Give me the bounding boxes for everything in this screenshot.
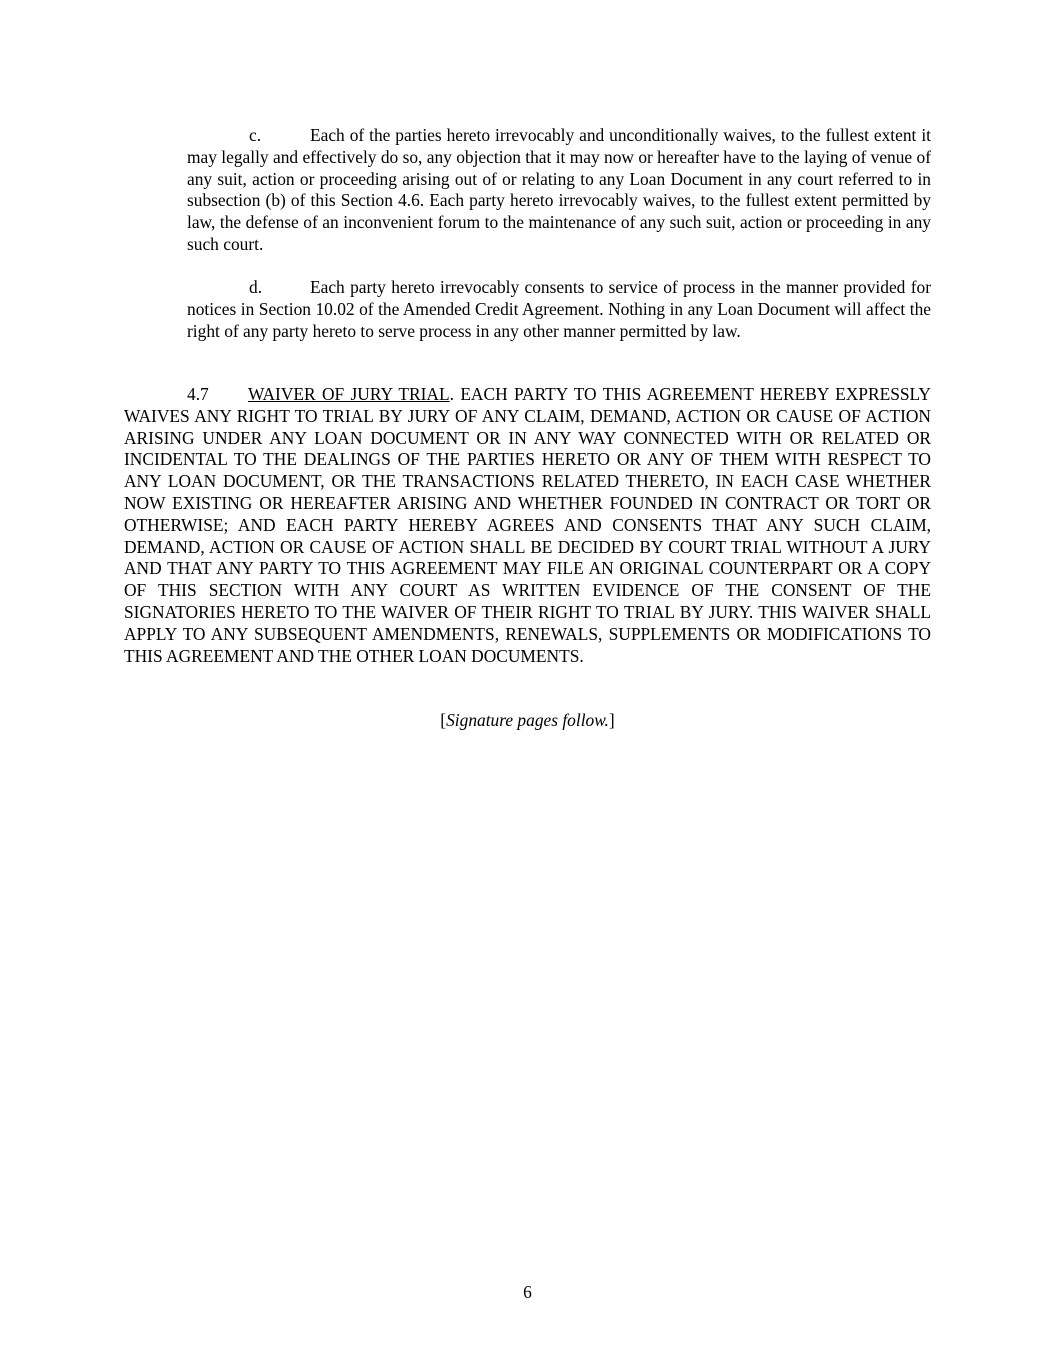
- paragraph-d-text: Each party hereto irrevocably consents to service of process in the manner provided for notices in Section 10.02 of the Amended Credit Agreement. Nothing in any Loan Document will affect the right of any party hereto to serve process in any other manner permitted by law.: [187, 277, 931, 341]
- section-4-7-number: 4.7: [187, 384, 209, 404]
- section-4-7-heading-punct: .: [449, 384, 454, 404]
- paragraph-c-marker: c.: [249, 125, 262, 145]
- section-4-7-text: EACH PARTY TO THIS AGREEMENT HEREBY EXPRESSLY WAIVES ANY RIGHT TO TRIAL BY JURY OF ANY CLAIM, DEMAND, ACTION OR CAUSE OF ACTION ARISING UNDER ANY LOAN DOCUMENT OR IN ANY WAY CONNECTED WITH OR RELATED OR INCIDENTAL TO THE DEALINGS OF THE PARTIES HERETO OR ANY OF THEM WITH RESPECT TO ANY LOAN DOCUMENT, OR THE TRANSACTIONS RELATED THERETO, IN EACH CASE WHETHER NOW EXISTING OR HEREAFTER ARISING AND WHETHER FOUNDED IN CONTRACT OR TORT OR OTHERWISE; AND EACH PARTY HEREBY AGREES AND CONSENTS THAT ANY SUCH CLAIM, DEMAND, ACTION OR CAUSE OF ACTION SHALL BE DECIDED BY COURT TRIAL WITHOUT A JURY AND THAT ANY PARTY TO THIS AGREEMENT MAY FILE AN ORIGINAL COUNTERPART OR A COPY OF THIS SECTION WITH ANY COURT AS WRITTEN EVIDENCE OF THE CONSENT OF THE SIGNATORIES HERETO TO THE WAIVER OF THEIR RIGHT TO TRIAL BY JURY. THIS WAIVER SHALL APPLY TO ANY SUBSEQUENT AMENDMENTS, RENEWALS, SUPPLEMENTS OR MODIFICATIONS TO THIS AGREEMENT AND THE OTHER LOAN DOCUMENTS.: [124, 384, 931, 666]
- signature-note: [0, 710, 1055, 732]
- signature-note-close: ]: [608, 710, 615, 730]
- section-4-7: [124, 384, 931, 667]
- signature-note-open: [: [440, 710, 447, 730]
- page-number: 6: [523, 1282, 532, 1302]
- signature-note-text: Signature pages follow.: [446, 710, 609, 730]
- paragraph-d: [187, 277, 931, 342]
- section-4-7-heading: WAIVER OF JURY TRIAL: [248, 384, 450, 404]
- paragraph-c-text: Each of the parties hereto irrevocably and unconditionally waives, to the fullest extent it may legally and effectively do so, any objection that it may now or hereafter have to the laying of venue of any suit, action or proceeding arising out of or relating to any Loan Document in any court referred to in subsection (b) of this Section 4.6. Each party hereto irrevocably waives, to the fullest extent permitted by law, the defense of an inconvenient forum to the maintenance of any such suit, action or proceeding in any such court.: [187, 125, 931, 254]
- paragraph-d-marker: d.: [249, 277, 263, 297]
- paragraph-c: [187, 125, 931, 256]
